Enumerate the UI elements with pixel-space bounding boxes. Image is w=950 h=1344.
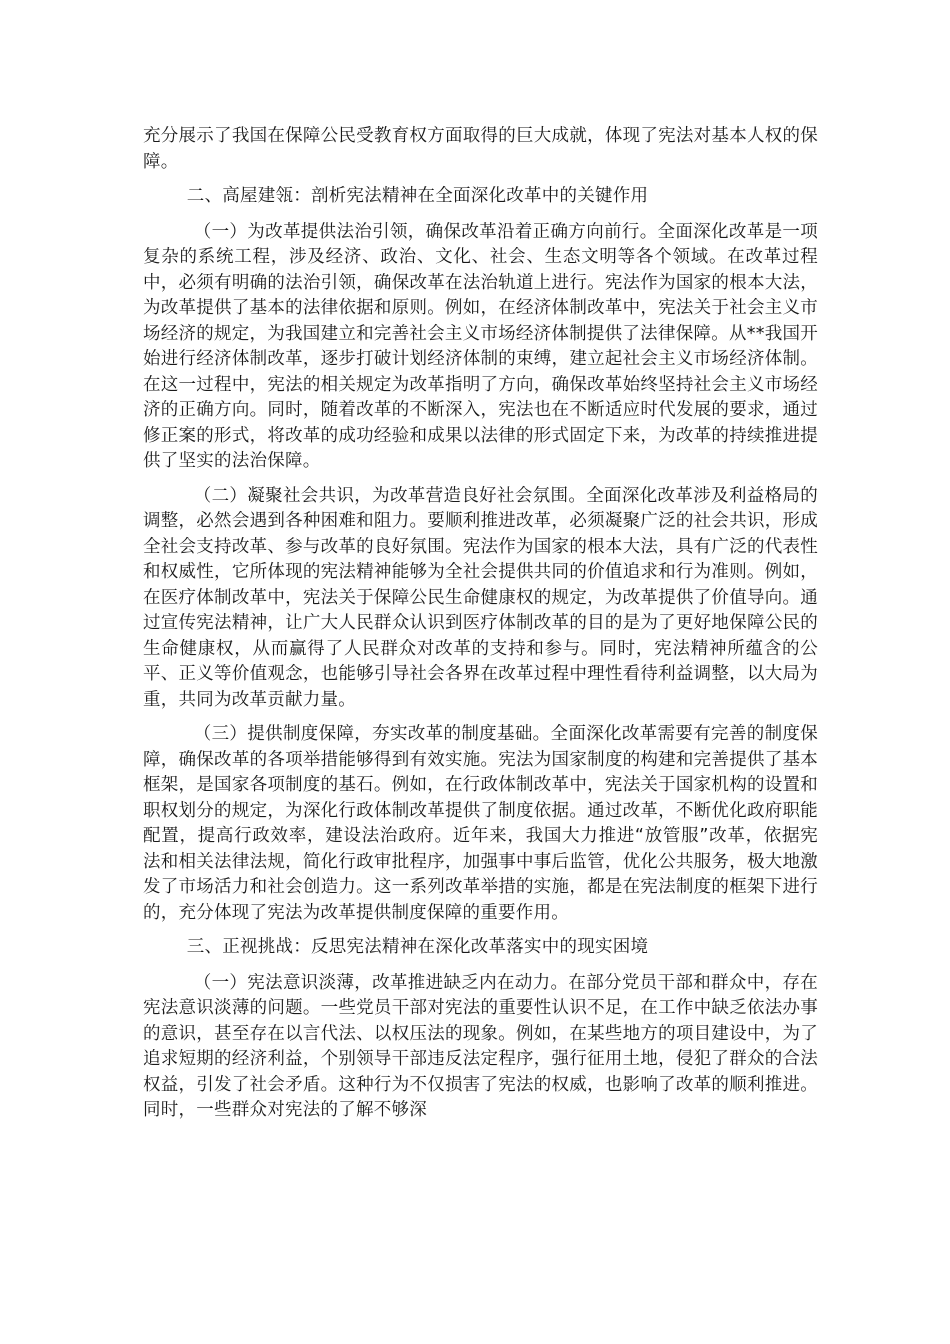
paragraph-2-3: （三）提供制度保障，夯实改革的制度基础。全面深化改革需要有完善的制度保障，确保改革的各项举措能够得到有效实施。宪法为国家制度的构建和完善提供了基本框架，是国家各项制度的基石。例如，在行政体制改革中，宪法关于国家机构的设置和职权划分的规定，为深化行政体制改革提供了制度依据。通过改革，不断优化政府职能配置，提高行政效率，建设法治政府。近年来，我国大力推进“放管服”改革，依据宪法和相关法律法规，简化行政审批程序，加强事中事后监管，优化公共服务，极大地激发了市场活力和社会创造力。这一系列改革举措的实施，都是在宪法制度的框架下进行的，充分体现了宪法为改革提供制度保障的重要作用。 (143, 724, 818, 923)
section-heading-3: 三、正视挑战：反思宪法精神在深化改革落实中的现实困境 (186, 937, 649, 957)
paragraph-3-1: （一）宪法意识淡薄，改革推进缺乏内在动力。在部分党员干部和群众中，存在宪法意识淡薄的问题。一些党员干部对宪法的重要性认识不足，在工作中缺乏依法办事的意识，甚至存在以言代法、以权压法的现象。例如，在某些地方的项目建设中，为了追求短期的经济利益，个别领导干部违反法定程序，强行征用土地，侵犯了群众的合法权益，引发了社会矛盾。这种行为不仅损害了宪法的权威，也影响了改革的顺利推进。同时，一些群众对宪法的了解不够深 (143, 972, 818, 1120)
section-heading-2: 二、高屋建瓴：剖析宪法精神在全面深化改革中的关键作用 (186, 186, 649, 206)
paragraph-continuation: 充分展示了我国在保障公民受教育权方面取得的巨大成就，体现了宪法对基本人权的保障。 (143, 126, 818, 172)
document-body (143, 124, 818, 1133)
paragraph-2-2: （二）凝聚社会共识，为改革营造良好社会氛围。全面深化改革涉及利益格局的调整，必然会遇到各种困难和阻力。要顺利推进改革，必须凝聚广泛的社会共识，形成全社会支持改革、参与改革的良好氛围。宪法作为国家的根本大法，具有广泛的代表性和权威性，它所体现的宪法精神能够为全社会提供共同的价值追求和行为准则。例如，在医疗体制改革中，宪法关于保障公民生命健康权的规定，为改革提供了价值导向。通过宣传宪法精神，让广大人民群众认识到医疗体制改革的目的是为了更好地保障公民的生命健康权，从而赢得了人民群众对改革的支持和参与。同时，宪法精神所蕴含的公平、正义等价值观念，也能够引导社会各界在改革过程中理性看待利益调整，以大局为重，共同为改革贡献力量。 (143, 485, 818, 710)
paragraph-2-1: （一）为改革提供法治引领，确保改革沿着正确方向前行。全面深化改革是一项复杂的系统工程，涉及经济、政治、文化、社会、生态文明等各个领域。在改革过程中，必须有明确的法治引领，确保改革在法治轨道上进行。宪法作为国家的根本大法，为改革提供了基本的法律依据和原则。例如，在经济体制改革中，宪法关于社会主义市场经济的规定，为我国建立和完善社会主义市场经济体制提供了法律保障。从**我国开始进行经济体制改革，逐步打破计划经济体制的束缚，建立起社会主义市场经济体制。在这一过程中，宪法的相关规定为改革指明了方向，确保改革始终坚持社会主义市场经济的正确方向。同时，随着改革的不断深入，宪法也在不断适应时代发展的要求，通过修正案的形式，将改革的成功经验和成果以法律的形式固定下来，为改革的持续推进提供了坚实的法治保障。 (143, 221, 818, 471)
